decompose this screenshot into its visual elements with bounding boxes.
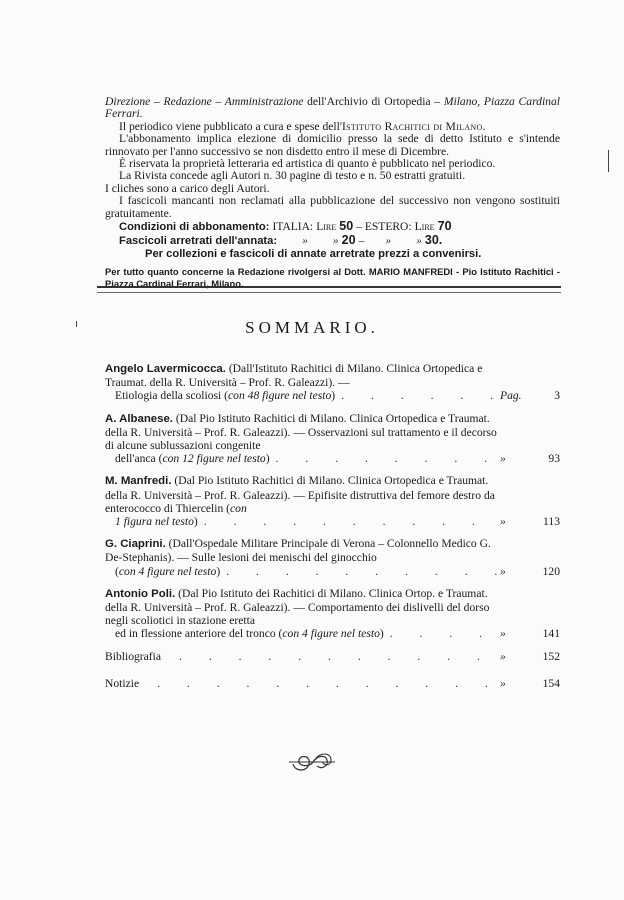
toc-page bbox=[500, 650, 560, 663]
dot-leader bbox=[341, 389, 500, 402]
dot-leader bbox=[204, 515, 500, 528]
editorial-contact: Per tutto quanto concerne la Redazione rivolgersi al Dott. MARIO MANFREDI - Pio Istituto Rachitici - Piazza Cardinal Ferrari, Milano. bbox=[105, 266, 560, 290]
back-issues-price-italy: 20 bbox=[341, 233, 356, 248]
subscription-conditions bbox=[105, 220, 560, 234]
toc-figures: 1 figura nel testo bbox=[115, 515, 194, 529]
toc-paren: ) bbox=[265, 452, 270, 466]
imprint-block bbox=[105, 96, 560, 290]
ditto-mark: » bbox=[332, 235, 339, 248]
toc-page bbox=[500, 677, 560, 690]
divider-thin bbox=[97, 292, 561, 293]
toc-last-line bbox=[105, 389, 500, 402]
toc-page-label: » bbox=[500, 627, 506, 641]
subscription-price-italy: 50 bbox=[339, 219, 354, 234]
imprint-place: Milano, Piazza Cardinal Ferrari. bbox=[105, 95, 560, 121]
toc-entry bbox=[105, 587, 560, 641]
toc-entry-text bbox=[105, 412, 560, 466]
toc-entry-text bbox=[105, 537, 560, 578]
toc-last-line bbox=[105, 565, 500, 578]
toc-paren: ) bbox=[379, 627, 384, 641]
toc-entry-text bbox=[105, 677, 560, 690]
toc-page-number: 141 bbox=[542, 627, 560, 641]
toc-entry-text bbox=[105, 362, 560, 403]
dot-leader bbox=[390, 627, 500, 640]
subscription-label: Condizioni di abbonamento: bbox=[119, 221, 270, 234]
imprint-journal: dell'Archivio di Ortopedia – bbox=[303, 95, 444, 108]
imprint-rights: È riservata la proprietà letteraria ed artistica di quanto è pubblicato nel periodico. bbox=[119, 157, 496, 171]
back-issues-label: Fascicoli arretrati dell'annata: bbox=[119, 235, 278, 248]
toc-author: Angelo Lavermicocca. bbox=[105, 363, 226, 375]
toc-page-number: 152 bbox=[542, 649, 560, 663]
imprint-cliches: I cliches sono a carico degli Autori. bbox=[105, 181, 270, 195]
imprint-offprints: La Rivista concede agli Autori n. 30 pagine di testo e n. 50 estratti gratuiti. bbox=[119, 169, 466, 183]
imprint-subscription-terms: L'abbonamento implica elezione di domicilio presso la sede di detto Istituto e s'intende rinnovato per l'anno successivo se non disdetto entro il mese di Dicembre. bbox=[105, 132, 560, 158]
toc-last-line bbox=[105, 515, 500, 528]
imprint-missing-issues: I fascicoli mancanti non reclamati alla pubblicazione del successivo non vengono sostituiti gratuitamente. bbox=[105, 194, 560, 220]
subscription-abroad: – ESTERO: bbox=[356, 221, 412, 234]
toc-paren: ) bbox=[216, 564, 221, 578]
table-of-contents bbox=[105, 362, 560, 699]
toc-page-number: 120 bbox=[542, 564, 560, 578]
dot-leader bbox=[157, 677, 500, 690]
toc-figures: con 4 figure nel testo bbox=[118, 564, 217, 578]
toc-page bbox=[500, 565, 560, 578]
toc-page-number: 93 bbox=[548, 452, 560, 466]
toc-description: (Dal Pio Istituto dei Rachitici di Milano. Clinica Ortop. e Traumat. della R. Università – Prof. R. Galeazzi). — Comportamento dei dislivelli del dorso negli scoliotici in stazione eretta bbox=[105, 586, 490, 628]
toc-last-line bbox=[105, 627, 500, 640]
toc-description: (Dal Pio Istituto Rachitici di Milano. Clinica Ortopedica e Traumat. della R. Università – Prof. R. Galeazzi). — Osservazioni sul trattamento e il decorso di alcune sublussazioni congenite bbox=[105, 411, 497, 453]
sommario-title: SOMMARIO. bbox=[245, 318, 379, 337]
toc-page-label: » bbox=[500, 649, 506, 663]
dot-leader bbox=[179, 650, 500, 663]
ditto-mark: » bbox=[385, 235, 392, 248]
toc-page-label: » bbox=[500, 676, 506, 690]
toc-figures: con 48 figure nel testo bbox=[228, 389, 332, 403]
toc-entry-text bbox=[105, 650, 560, 663]
back-issues-prices bbox=[105, 234, 560, 248]
toc-page-number: 113 bbox=[543, 515, 560, 529]
toc-page-label: » bbox=[500, 564, 506, 578]
toc-tail bbox=[115, 515, 198, 528]
imprint-publisher-text: Il periodico viene pubblicato a cura e spese dell' bbox=[119, 119, 342, 133]
toc-tail bbox=[115, 452, 270, 465]
imprint-offices: Direzione – Redazione – Amministrazione bbox=[105, 95, 304, 108]
ditto-mark: » bbox=[416, 235, 422, 248]
ditto-mark: » bbox=[302, 235, 308, 248]
toc-entry bbox=[105, 362, 560, 403]
toc-page bbox=[500, 389, 560, 402]
toc-entry bbox=[105, 537, 560, 578]
toc-title: ed in flessione anteriore del tronco ( bbox=[115, 627, 283, 641]
toc-entry-text bbox=[105, 587, 560, 641]
toc-page bbox=[500, 452, 560, 465]
toc-figures-start: con bbox=[230, 501, 247, 515]
toc-tail bbox=[115, 627, 384, 640]
scan-speck bbox=[608, 150, 609, 172]
toc-tail bbox=[115, 565, 220, 578]
toc-entry-bibliography bbox=[105, 650, 560, 663]
toc-page-label: » bbox=[500, 515, 506, 529]
toc-paren: ) bbox=[193, 515, 198, 529]
toc-last-line bbox=[105, 452, 500, 465]
toc-section-label: Notizie bbox=[105, 676, 140, 690]
ornament-flourish bbox=[287, 748, 337, 776]
toc-figures: con 4 figure nel testo bbox=[282, 627, 380, 641]
toc-page bbox=[500, 515, 560, 528]
toc-author: Antonio Poli. bbox=[105, 587, 176, 600]
back-issues-price-abroad: 30. bbox=[424, 233, 443, 248]
back-issues-dash: – bbox=[358, 235, 365, 248]
toc-author: M. Manfredi. bbox=[105, 475, 172, 488]
toc-author: A. Albanese. bbox=[105, 412, 173, 425]
subscription-currency-abroad: Lire bbox=[414, 221, 435, 234]
toc-entry bbox=[105, 474, 560, 528]
subscription-currency: Lire bbox=[316, 221, 337, 234]
toc-description: (Dal Pio Istituto Rachitici di Milano. Clinica Ortopedica e Traumat. della R. Università – Prof. R. Galeazzi). — Epifisite distruttiva del femore destro da enterococco di Thiercelin ( bbox=[105, 474, 495, 515]
toc-description: (Dall'Ospedale Militare Principale di Verona – Colonnello Medico G. De-Stephanis). — Sulle lesioni dei menischi del ginocchio bbox=[105, 537, 491, 565]
toc-paren: ) bbox=[331, 389, 336, 403]
imprint-address bbox=[105, 96, 560, 121]
toc-title: Etiologia della scoliosi ( bbox=[115, 389, 229, 403]
collections-note: Per collezioni e fascicoli di annate arretrate prezzi a convenirsi. bbox=[145, 248, 482, 261]
toc-page bbox=[500, 627, 560, 640]
toc-section-label: Bibliografia bbox=[105, 649, 162, 663]
dot-leader bbox=[226, 565, 500, 578]
dot-leader bbox=[276, 452, 500, 465]
toc-tail bbox=[115, 389, 335, 402]
toc-page-number: 154 bbox=[542, 676, 560, 690]
imprint-publisher-end: . bbox=[482, 119, 486, 133]
toc-figures: con 12 figure nel testo bbox=[162, 452, 266, 466]
imprint-publisher-institute: Istituto Rachitici di Milano bbox=[341, 119, 483, 133]
toc-description: (Dall'Istituto Rachitici di Milano. Clinica Ortopedica e Traumat. della R. Università – Prof. R. Galeazzi). — bbox=[105, 362, 483, 390]
subscription-price-abroad: 70 bbox=[437, 219, 452, 234]
toc-page-number: 3 bbox=[554, 389, 560, 403]
toc-entry bbox=[105, 412, 560, 466]
toc-entry-text bbox=[105, 474, 560, 528]
toc-title: dell'anca ( bbox=[115, 452, 163, 466]
toc-author: G. Ciaprini. bbox=[105, 538, 166, 551]
toc-entry-news bbox=[105, 677, 560, 690]
subscription-italy: ITALIA: bbox=[272, 221, 314, 234]
toc-title: ( bbox=[115, 564, 119, 578]
toc-page-label: Pag. bbox=[500, 389, 522, 403]
divider-thick bbox=[97, 286, 561, 288]
toc-page-label: » bbox=[500, 452, 506, 466]
